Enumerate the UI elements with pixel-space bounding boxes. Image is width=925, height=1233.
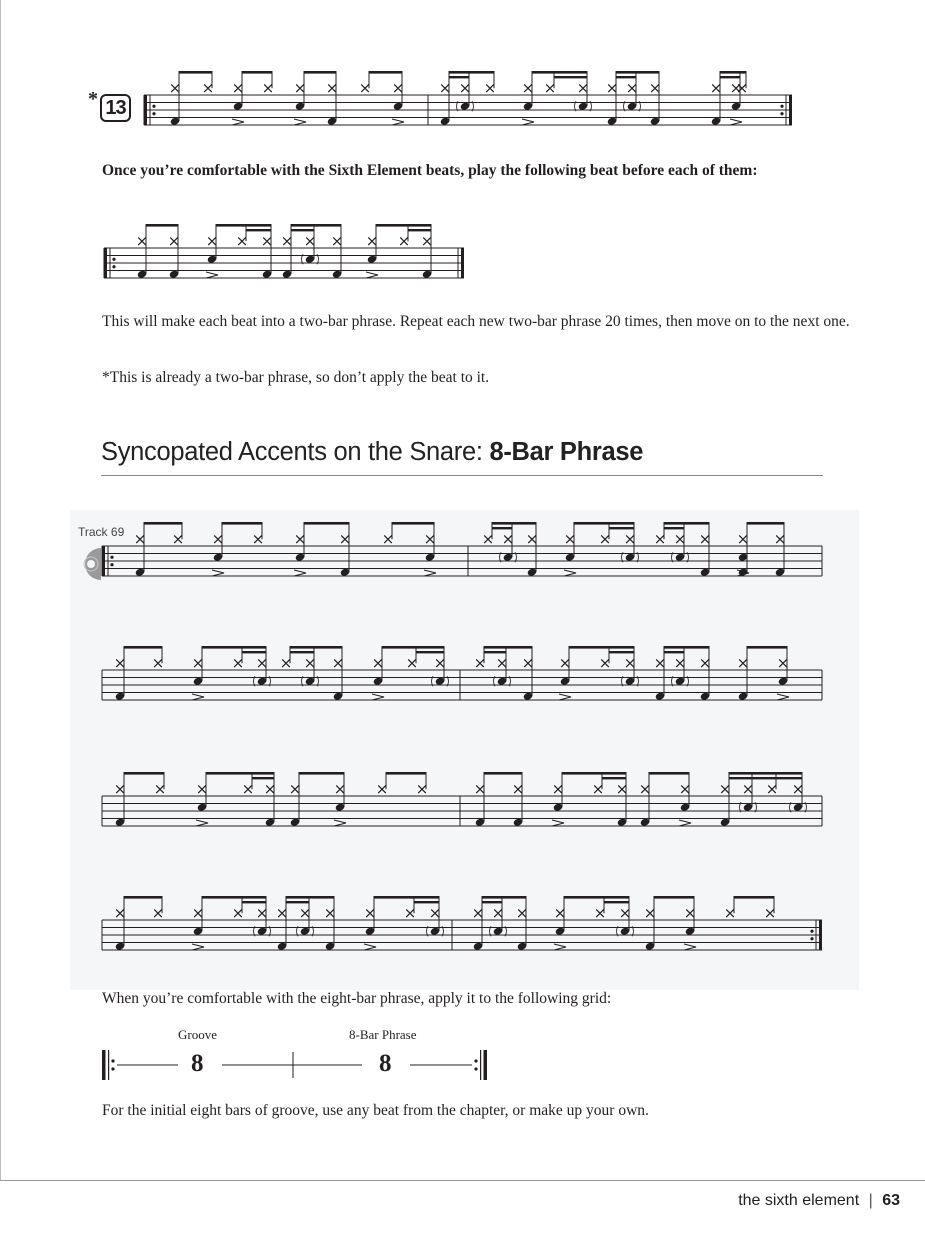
drum-staff-exercise-13 (140, 60, 800, 135)
section-rule (101, 475, 823, 476)
intro-instruction: Once you’re comfortable with the Sixth Element beats, play the following beat before each of them: (102, 162, 758, 179)
drum-staff-phrase-line-4 (100, 880, 825, 955)
footer-chapter: the sixth element (738, 1192, 860, 1209)
drum-staff-phrase-line-1 (100, 508, 825, 588)
two-bar-paragraph: This will make each beat into a two-bar phrase. Repeat each new two-bar phrase 20 times, then move on to the next one. (102, 313, 850, 330)
closing-text: For the initial eight bars of groove, use any beat from the chapter, or make up your own. (102, 1102, 649, 1119)
phrase-grid (100, 1048, 495, 1084)
footer (738, 1192, 900, 1210)
page-edge-rule (0, 0, 1, 1180)
drum-staff-phrase-line-3 (100, 758, 825, 833)
repeat-end-icon (474, 1050, 487, 1080)
exercise-number-box: 13 (100, 94, 131, 122)
drum-staff-phrase-line-2 (100, 625, 825, 715)
footer-separator: | (868, 1192, 873, 1209)
section-title-light: Syncopated Accents on the Snare: (101, 438, 490, 466)
grid-count-groove: 8 (191, 1050, 204, 1077)
footer-rule (0, 1180, 925, 1181)
footnote: *This is already a two-bar phrase, so don’t apply the beat to it. (102, 369, 490, 386)
grid-count-phrase: 8 (379, 1050, 392, 1077)
grid-label-phrase: 8-Bar Phrase (349, 1027, 417, 1042)
section-title-bold: 8-Bar Phrase (489, 438, 644, 466)
grid-intro: When you’re comfortable with the eight-bar phrase, apply it to the following grid: (102, 990, 612, 1007)
track-label: Track 69 (78, 525, 125, 539)
footer-page-number: 63 (882, 1192, 900, 1209)
section-title (101, 438, 643, 467)
exercise-asterisk: * (88, 88, 98, 110)
drum-staff-lead-in-beat (102, 210, 472, 285)
grid-label-groove: Groove (178, 1027, 217, 1042)
repeat-start-icon (102, 1050, 115, 1080)
